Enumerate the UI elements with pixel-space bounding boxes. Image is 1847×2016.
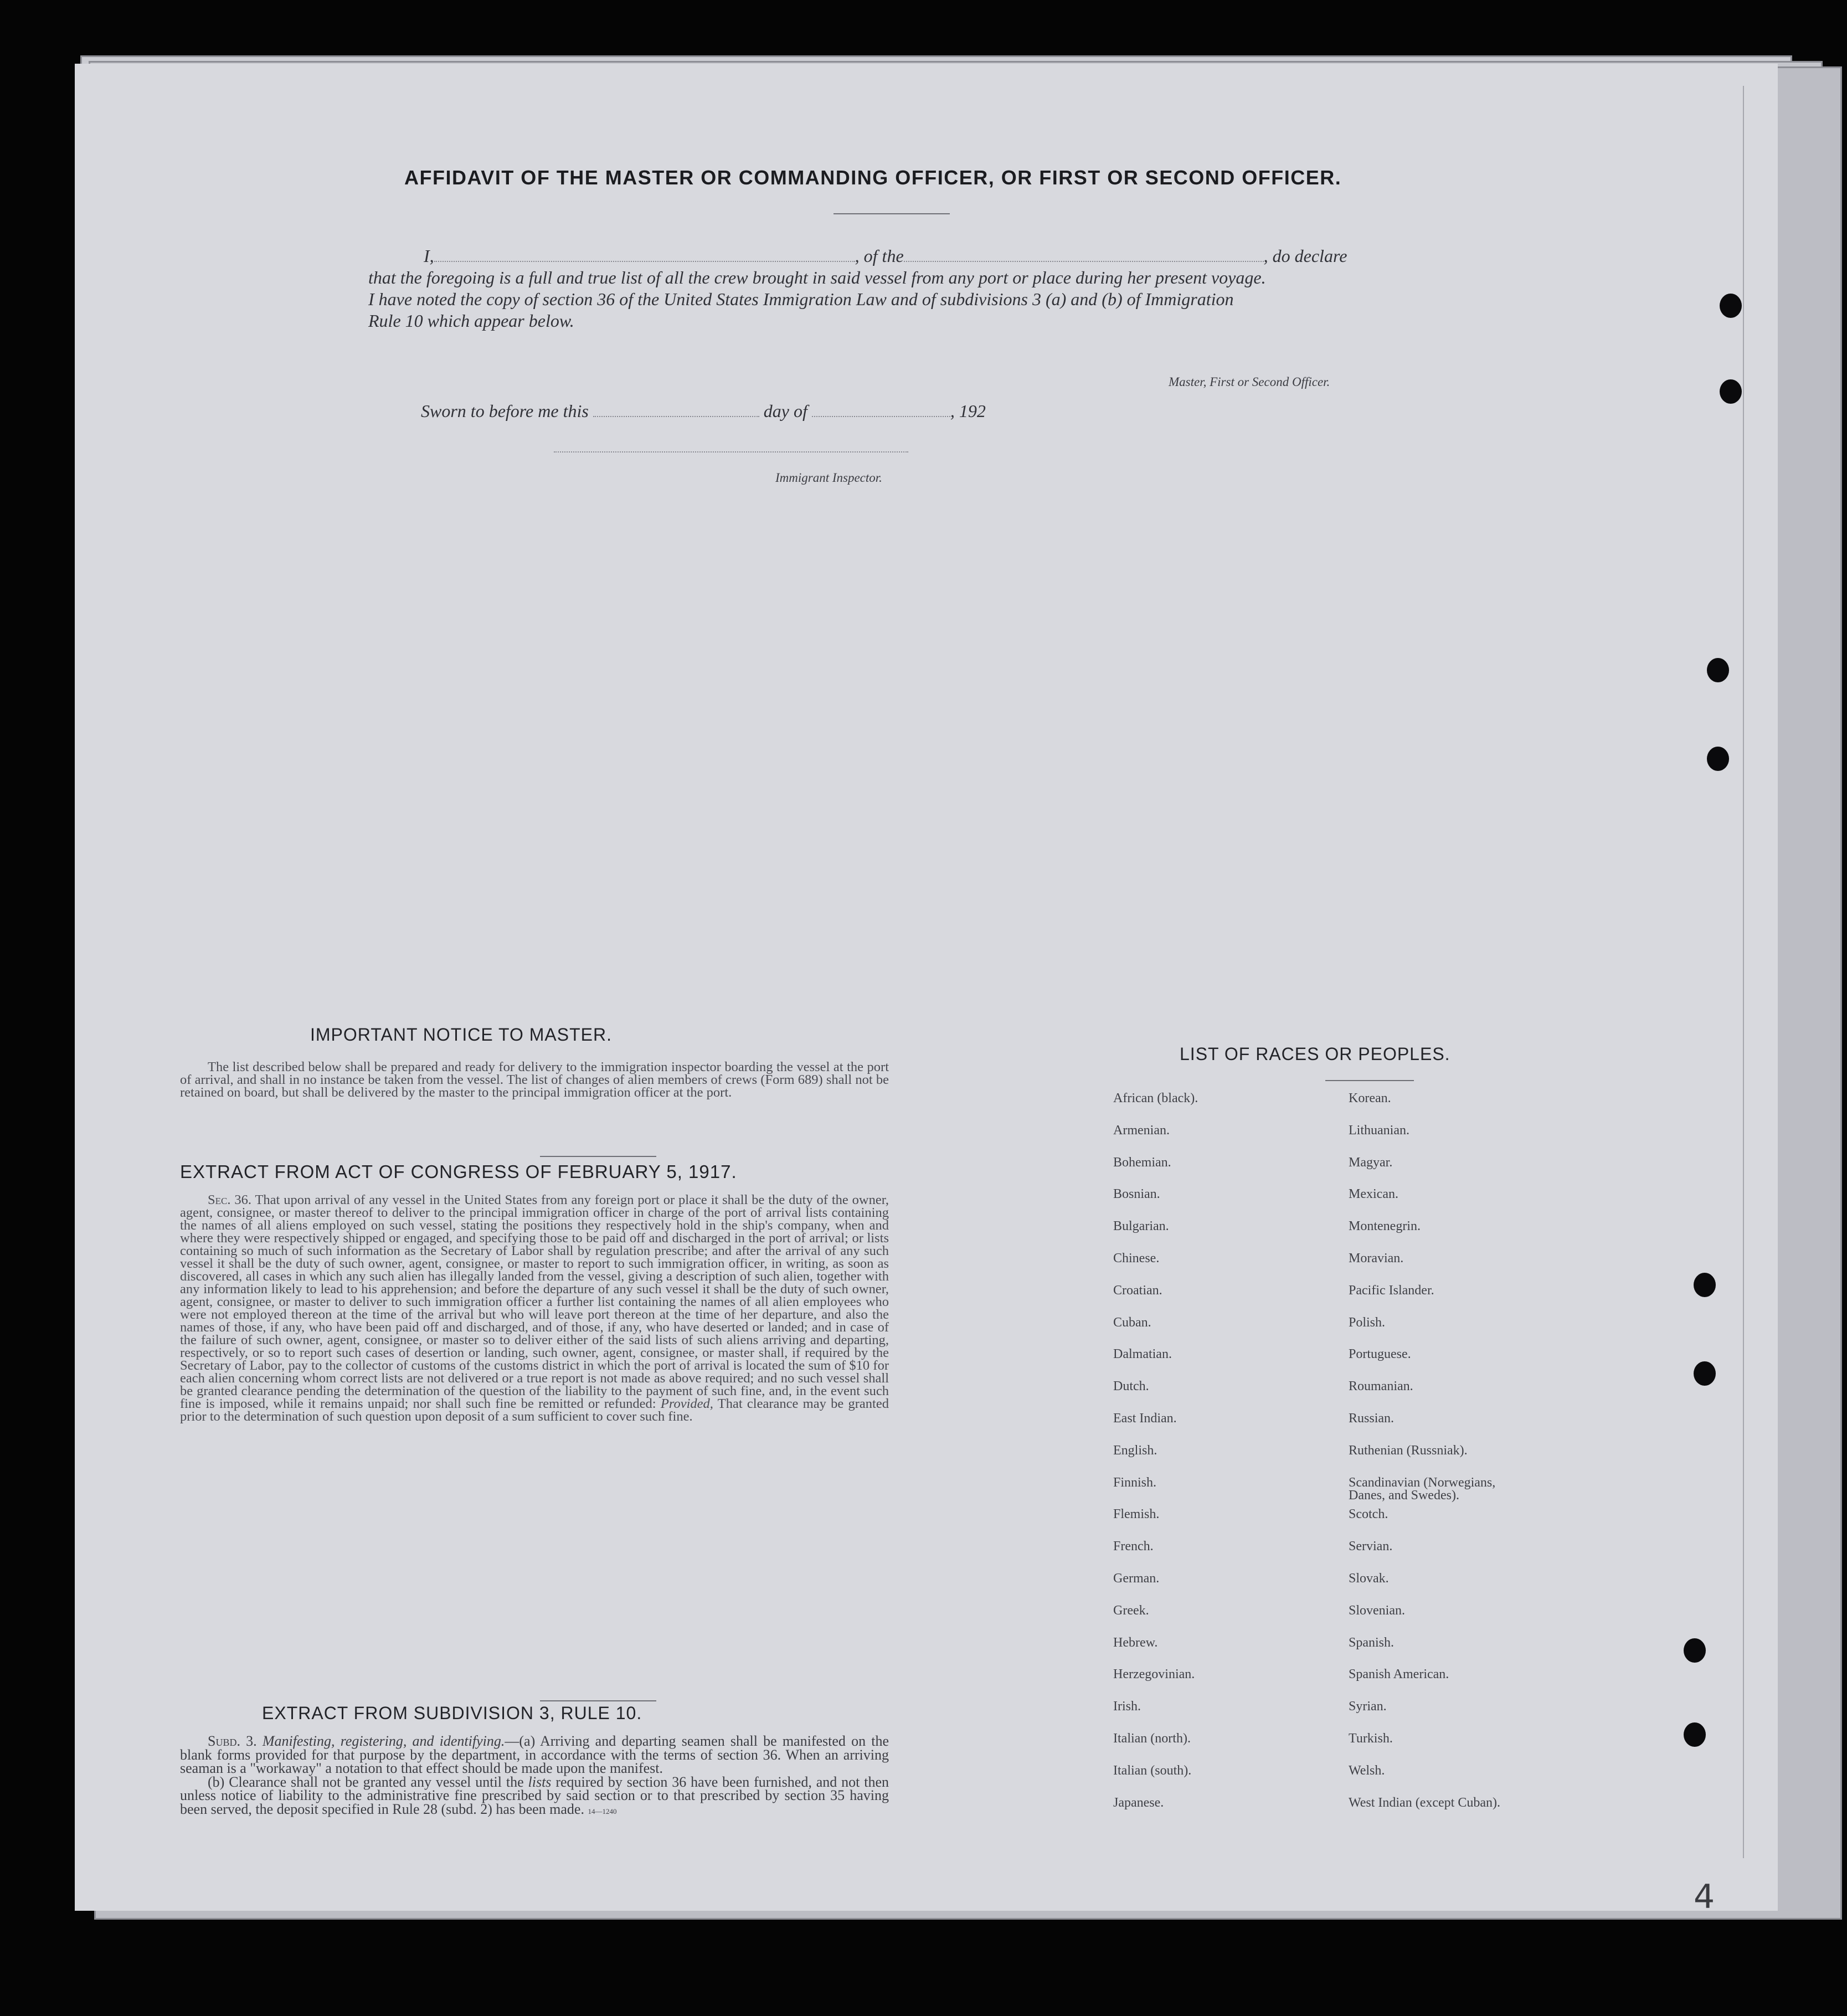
section-36-text-end: That clearance may be granted prior to the determination of such question upon deposit of a sum sufficient to cover such fine. (180, 1396, 889, 1424)
section-36-paragraph (180, 1194, 889, 1423)
race-item: Spanish American. (1349, 1667, 1449, 1682)
races-title: LIST OF RACES OR PEOPLES. (1180, 1044, 1450, 1064)
race-item: Armenian. (1113, 1123, 1170, 1138)
race-item: Portuguese. (1349, 1347, 1411, 1362)
notice-text (180, 1061, 889, 1099)
extract-rule-title: EXTRACT FROM SUBDIVISION 3, RULE 10. (262, 1703, 642, 1723)
provided-word: Provided, (660, 1396, 713, 1411)
inspector-label: Immigrant Inspector. (775, 471, 882, 485)
race-item: Servian. (1349, 1539, 1393, 1554)
form-number: 14—1240 (588, 1807, 617, 1816)
punch-hole (1694, 1273, 1716, 1297)
race-item: Polish. (1349, 1315, 1386, 1330)
race-item: Scandinavian (Norwegians, Danes, and Swedes). (1349, 1475, 1496, 1503)
race-item: Greek. (1113, 1603, 1149, 1618)
race-item: Japanese. (1113, 1795, 1164, 1810)
punch-hole (1720, 379, 1742, 404)
race-item: Korean. (1349, 1091, 1391, 1105)
subd-heading: Manifesting, registering, and identifying. (262, 1733, 505, 1749)
punch-hole (1694, 1361, 1716, 1386)
sworn-month-blank[interactable] (812, 416, 950, 417)
race-item: German. (1113, 1571, 1160, 1586)
races-right-column (1349, 1092, 1581, 1828)
notice-paragraph: The list described below shall be prepared and ready for delivery to the immigration inspector boarding the vessel at the port of arrival, and shall in no instance be taken from the vessel. The list of changes of alien members of crews (Form 689) shall not be retained on board, but shall be delivered by the master to the principal immigration officer at the port. (180, 1060, 889, 1100)
declaration-line-2: that the foregoing is a full and true list of all the crew brought in said vessel from any port or place during her present voyage. (368, 268, 1266, 287)
declaration-i: I, (424, 246, 434, 266)
sworn-prefix: Sworn to before me this (421, 401, 589, 421)
race-item: Ruthenian (Russniak). (1349, 1443, 1468, 1458)
extract-act-text (180, 1194, 889, 1423)
section-label: Sec. 36. (208, 1192, 251, 1207)
race-item: Hebrew. (1113, 1635, 1158, 1650)
vessel-blank[interactable] (904, 261, 1264, 262)
act-rule (540, 1700, 656, 1701)
race-item: French. (1113, 1539, 1154, 1554)
subd-para-b-lists: lists (528, 1773, 552, 1790)
affidavit-page (75, 64, 1778, 1911)
edge-rule (1743, 86, 1744, 1858)
race-item: Lithuanian. (1349, 1123, 1409, 1138)
race-item: Syrian. (1349, 1699, 1387, 1714)
section-36-text: That upon arrival of any vessel in the United States from any foreign port or place it shall be the duty of the owner, agent, consignee, or master thereof to deliver to the principal immigration officer in charge of the port of arrival lists containing the names of all aliens employed on such vessel, stating the positions they respectively hold in the ship's company, when and where they were respectively shipped or engaged, and specifying those to be paid off and discharged in the port of arrival; or lists containing so much of such information as the Secretary of Labor shall by regulation prescribe; and after the arrival of any such vessel it shall be the duty of such owner, agent, consignee, or master to report to such immigration officer, in writing, as soon as discovered, all cases in which any such alien has illegally landed from the vessel, giving a description of such alien, together with any information likely to lead to his apprehension; and before the departure of any such vessel it shall be the duty of such owner, agent, consignee, or master to deliver to such immigration officer a further list containing the names of all alien employees who were not employed thereon at the time of the arrival but who will leave port thereon at the time of her departure, and also the names of those, if any, who have been paid off and discharged, and of those, if any, who have deserted or landed; and in case of the failure of such owner, agent, consignee, or master so to deliver either of the said lists of such aliens arriving and departing, respectively, or so to report such cases of desertion or landing, such owner, agent, consignee, or master shall, if required by the Secretary of Labor, pay to the collector of customs of the customs district in which the port of arrival is located the sum of $10 for each alien concerning whom correct lists are not delivered or a true report is not made as above required; and no such vessel shall be granted clearance pending the determination of the question of the liability to the payment of such fine, and, in the event such fine is imposed, while it remains unpaid; nor shall such fine be remitted or refunded: (180, 1192, 889, 1411)
race-item: Italian (south). (1113, 1763, 1192, 1778)
race-item: Magyar. (1349, 1155, 1393, 1170)
sworn-line (421, 400, 986, 422)
sworn-year: , 192 (950, 401, 986, 421)
sworn-day-of: day of (763, 401, 807, 421)
race-item: Spanish. (1349, 1635, 1395, 1650)
subd-label: Subd. 3. (208, 1733, 257, 1749)
race-item: Welsh. (1349, 1763, 1385, 1778)
declaration-line-4: Rule 10 which appear below. (368, 311, 574, 331)
race-item: Finnish. (1113, 1475, 1157, 1490)
race-item: Chinese. (1113, 1251, 1160, 1266)
punch-hole (1684, 1638, 1706, 1663)
race-item: West Indian (except Cuban). (1349, 1795, 1500, 1810)
race-item: Bohemian. (1113, 1155, 1171, 1170)
race-item: Turkish. (1349, 1731, 1393, 1746)
race-item: Mexican. (1349, 1187, 1398, 1202)
declaration-of-the: , of the (855, 246, 904, 266)
race-item: Cuban. (1113, 1315, 1151, 1330)
punch-hole (1707, 747, 1729, 771)
race-item: Russian. (1349, 1411, 1395, 1426)
race-item: Scotch. (1349, 1507, 1388, 1522)
race-item: Bosnian. (1113, 1187, 1160, 1202)
subd-para-a-text: —(a) Arriving and departing seamen shall be manifested on the blank forms provided for that purpose by the department, in accordance with the terms of section 36. When an arriving seaman is a "workaway" a notation to that effect should be made upon the manifest. (180, 1733, 889, 1776)
race-item: Pacific Islander. (1349, 1283, 1434, 1298)
punch-hole (1684, 1722, 1706, 1747)
race-item: Dalmatian. (1113, 1347, 1172, 1362)
extract-act-title: EXTRACT FROM ACT OF CONGRESS OF FEBRUARY 5, 1917. (180, 1161, 737, 1182)
race-item: Croatian. (1113, 1283, 1162, 1298)
title-rule (834, 213, 950, 214)
race-item: Irish. (1113, 1699, 1141, 1714)
subd-para-b (180, 1773, 889, 1819)
race-item: Slovenian. (1349, 1603, 1405, 1618)
race-item: Moravian. (1349, 1251, 1404, 1266)
notice-rule (540, 1156, 656, 1157)
race-item: English. (1113, 1443, 1157, 1458)
race-item: Bulgarian. (1113, 1219, 1169, 1234)
subd-para-b-start: (b) Clearance shall not be granted any vessel until the (208, 1773, 524, 1790)
master-signature-label: Master, First or Second Officer. (1169, 375, 1330, 389)
subd-para-a (180, 1735, 889, 1776)
sworn-day-blank[interactable] (593, 416, 759, 417)
notice-title: IMPORTANT NOTICE TO MASTER. (310, 1025, 612, 1045)
race-item: Italian (north). (1113, 1731, 1191, 1746)
race-item: Montenegrin. (1349, 1219, 1421, 1234)
race-item: Dutch. (1113, 1379, 1149, 1394)
race-item: Roumanian. (1349, 1379, 1413, 1394)
race-item: Slovak. (1349, 1571, 1389, 1586)
races-left-column (1113, 1092, 1313, 1828)
races-rule (1325, 1080, 1414, 1081)
race-item: Flemish. (1113, 1507, 1160, 1522)
punch-hole (1720, 294, 1742, 318)
extract-rule-text (180, 1735, 889, 1818)
affidavit-title: AFFIDAVIT OF THE MASTER OR COMMANDING OFFICER, OR FIRST OR SECOND OFFICER. (404, 166, 1342, 189)
punch-hole (1707, 658, 1729, 682)
declaration-do-declare: , do declare (1263, 246, 1347, 266)
inspector-signature-blank[interactable] (554, 451, 908, 452)
name-blank[interactable] (434, 261, 855, 262)
race-item: East Indian. (1113, 1411, 1177, 1426)
declaration-line-3: I have noted the copy of section 36 of the United States Immigration Law and of subdivisions 3 (a) and (b) of Immigration (368, 289, 1234, 309)
race-item: Herzegovinian. (1113, 1667, 1195, 1682)
subd-para-b-end: required by section 36 have been furnished, and not then unless notice of liability to the administrative fine prescribed by said section or to that prescribed by section 35 having been served, the deposit specified in Rule 28 (subd. 2) has been made. (180, 1773, 889, 1817)
race-item: African (black). (1113, 1091, 1198, 1105)
page-mark: 4 (1694, 1878, 1715, 1916)
declaration-line-1 (424, 245, 1347, 267)
